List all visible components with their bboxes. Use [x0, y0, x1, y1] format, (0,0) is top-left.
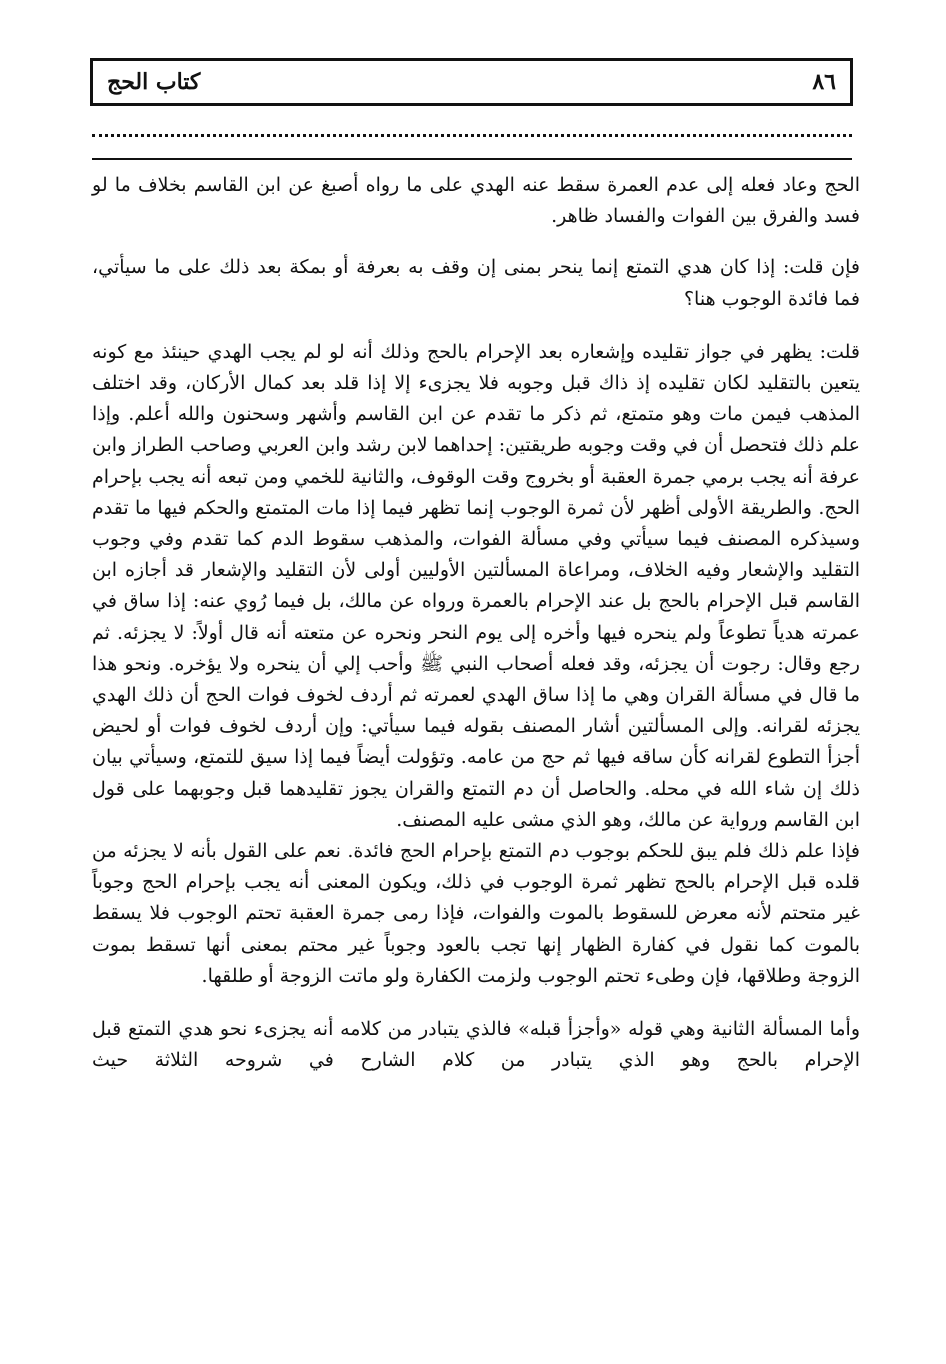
paragraph: فإذا علم ذلك فلم يبق للحكم بوجوب دم التمتع بإحرام الحج فائدة. نعم على القول بأنه لا يجزئه من قلده قبل الإحرام بالحج تظهر ثمرة الوجوب في ذلك، ويكون المعنى أنه يجب بإحرام الحج وجوباً غير متحتم لأنه معرض للسقوط بالموت والفوات، فإذا رمى جمرة العقبة تحتم الوجوب فلا يسقط بالموت كما نقول في كفارة الظهار إنها تجب بالعود وجوباً غير محتم بمعنى أنها تسقط بموت الزوجة وطلاقها، فإن وطىء تحتم الوجوب ولزمت الكفارة ولو ماتت الزوجة أو طلقها. [92, 840, 860, 987]
page-number: ٨٦ [812, 69, 836, 95]
paragraph: فإن قلت: إذا كان هدي التمتع إنما ينحر بمنى إن وقف به بعرفة أو بمكة بعد ذلك على ما سيأتي، فما فائدة الوجوب هنا؟ [92, 256, 860, 310]
paragraph: وأما المسألة الثانية وهي قوله «وأجزأ قبله» فالذي يتبادر من كلامه أنه يجزىء نحو هدي التمتع قبل الإحرام بالحج وهو الذي يتبادر من كلام الشارح في شروحه الثلاثة حيث [92, 1018, 860, 1072]
body-text [92, 170, 860, 1076]
solid-divider [92, 158, 852, 160]
book-title: كتاب الحج [107, 69, 201, 95]
paragraph: قلت: يظهر في جواز تقليده وإشعاره بعد الإحرام بالحج وذلك أنه لو لم يجب الهدي حينئذ مع كونه يتعين بالتقليد لكان تقليده إذ ذاك قبل وجوبه فلا يجزىء إلا إذا قلد بعد كمال الأركان، وقد اختلف المذهب فيمن مات وهو متمتع، ثم ذكر ما تقدم عن ابن القاسم وأشهر وسحنون والله أعلم. وإذا علم ذلك فتحصل أن في وقت وجوبه طريقتين: إحداهما لابن رشد وابن العربي وصاحب الطراز وابن عرفة أنه يجب برمي جمرة العقبة أو بخروج وقت الوقوف، والثانية للخمي ومن تبعه أنه يجب بإحرام الحج. والطريقة الأولى أظهر لأن ثمرة الوجوب إنما تظهر فيما إذا مات المتمتع والحكم فيها ما تقدم وسيذكره المصنف فيما سيأتي وفي مسألة الفوات، والمذهب سقوط الدم كما تقدم وفي وجوب التقليد والإشعار وفيه الخلاف، ومراعاة المسألتين الأوليين أولى لأن التقليد والإشعار قد أجازه ابن القاسم قبل الإحرام بالحج بل عند الإحرام بالعمرة ورواه عن مالك، بل فيما رُوي عنه: إذا ساق في عمرته هدياً تطوعاً ولم ينحره فيها وأخره إلى يوم النحر ونحره عن متعته أنه قال أولاً: لا يجزئه. ثم رجع وقال: رجوت أن يجزئه، وقد فعله أصحاب النبي ﷺ وأحب إلي أن ينحره ولا يؤخره. ونحو هذا ما قال في مسألة القران وهي ما إذا ساق الهدي لعمرته ثم أردف لخوف فوات الحج أن ذلك الهدي يجزئه لقرانه. وإلى المسألتين أشار المصنف بقوله فيما سيأتي: وإن أردف لخوف فوات أو لحيض أجزأ التطوع لقرانه كأن ساقه فيها ثم حج من عامه. وتؤولت أيضاً فيما إذا سيق للتمتع، وسيأتي بيان ذلك إن شاء الله في محله. والحاصل أن دم التمتع والقران يجوز تقليدهما قبل وجوبهما على قول ابن القاسم ورواية عن مالك، وهو الذي مشى عليه المصنف. [92, 340, 860, 831]
dotted-divider [92, 134, 852, 137]
paragraph: الحج وعاد فعله إلى عدم العمرة سقط عنه الهدي على ما رواه أصبغ عن ابن القاسم بخلاف ما لو فسد والفرق بين الفوات والفساد ظاهر. [92, 174, 860, 228]
running-header [90, 58, 853, 106]
